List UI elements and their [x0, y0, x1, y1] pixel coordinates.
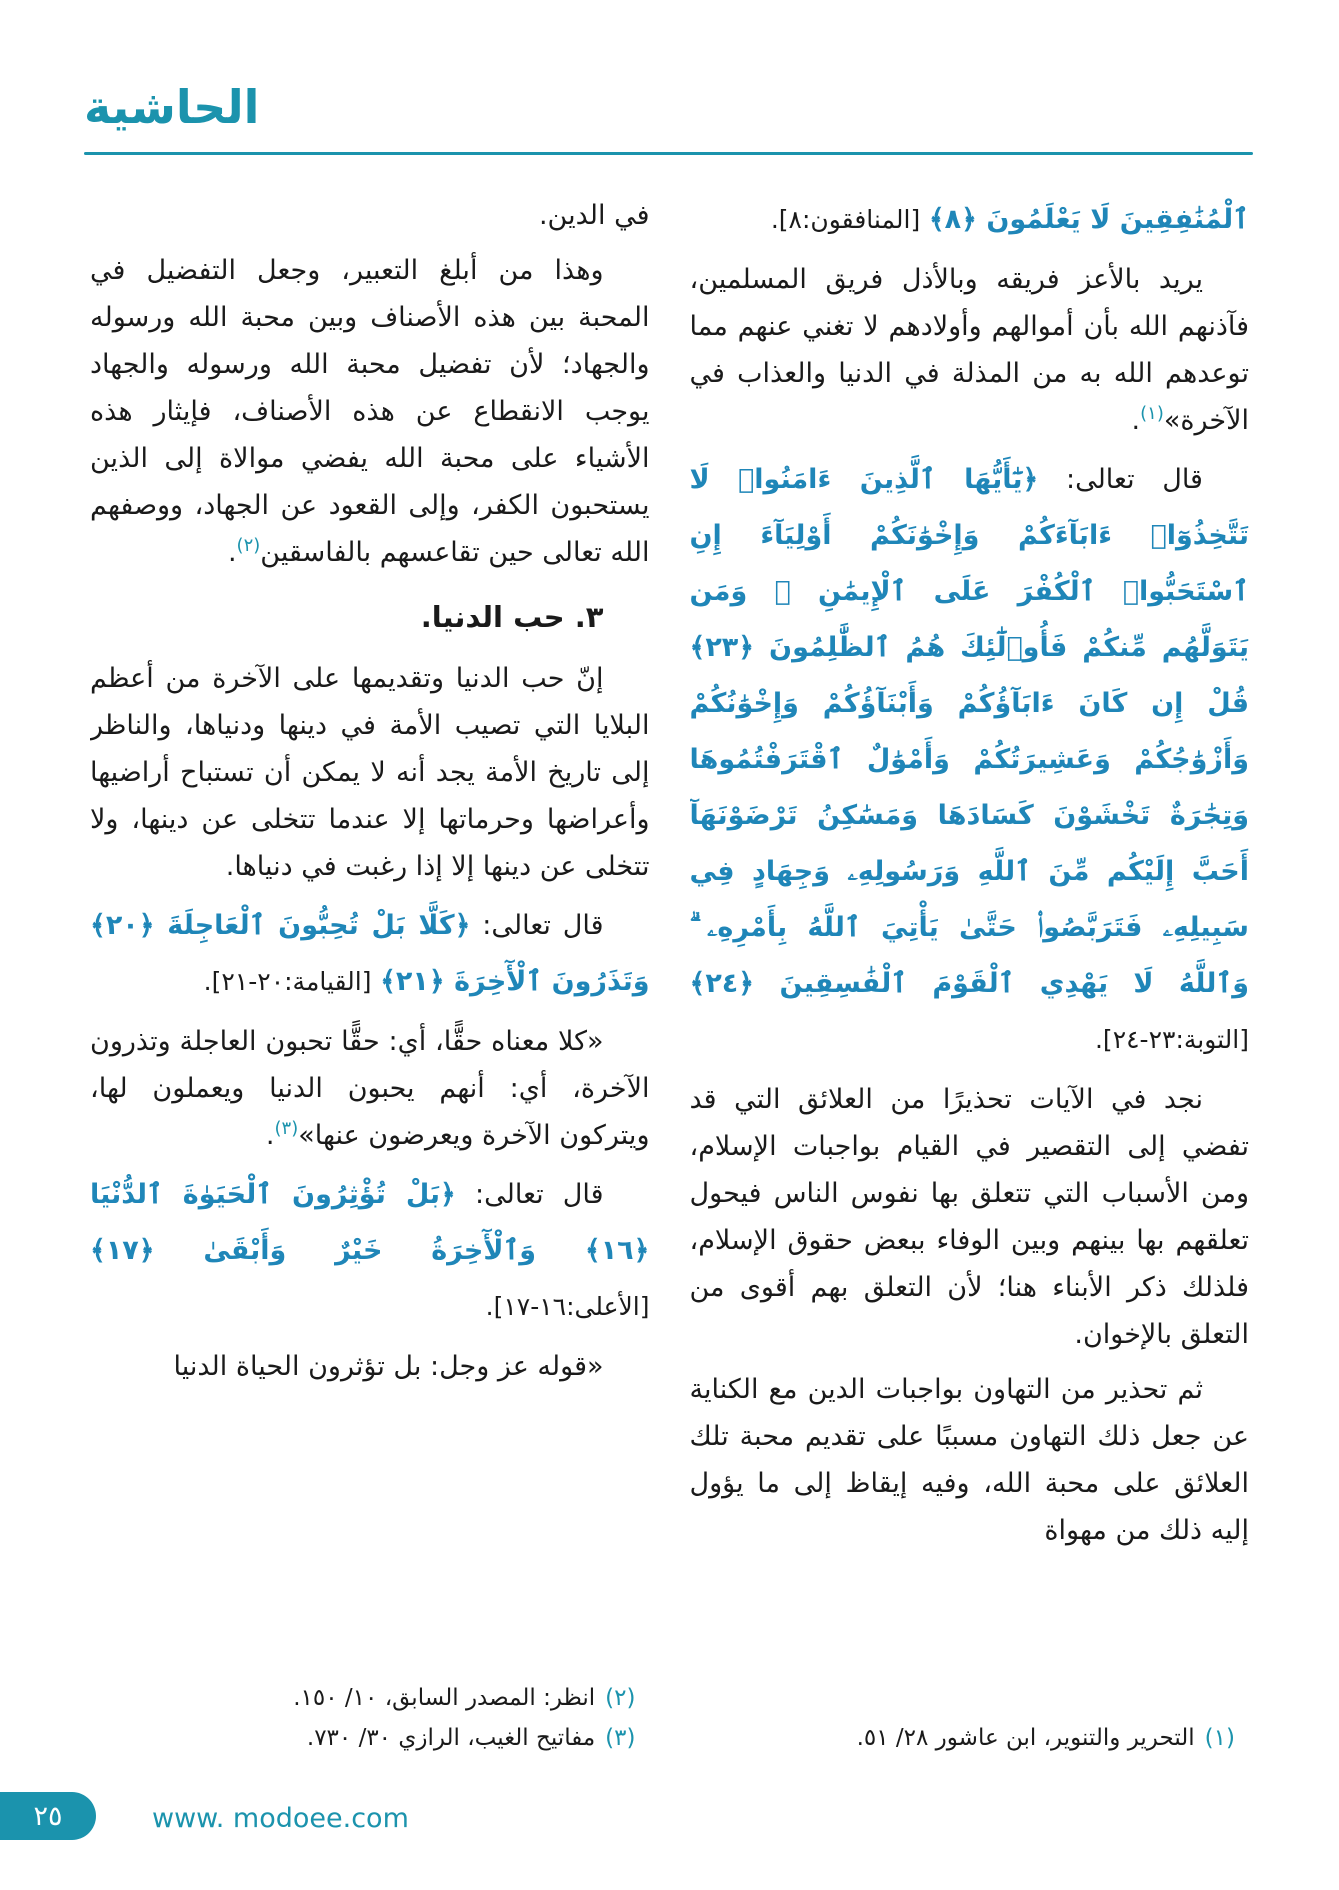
footnote-number: (٢)	[605, 1685, 636, 1711]
left-column	[90, 188, 650, 1758]
quran-verse: ﴿يَٰٓأَيُّهَا ٱلَّذِينَ ءَامَنُوا۟ لَا تَتَّخِذُوٓا۟ ءَابَآءَكُمْ وَإِخْوَٰنَكُمْ أَوْلِيَآءَ إِنِ ٱسْتَحَبُّوا۟ ٱلْكُفْرَ عَلَى ٱلْإِيمَٰنِ ۚ وَمَن يَتَوَلَّهُم مِّنكُمْ فَأُو۟لَٰٓئِكَ هُمُ ٱلظَّٰلِمُونَ ﴿٢٣﴾ قُلْ إِن كَانَ ءَابَآؤُكُمْ وَأَبْنَآؤُكُمْ وَإِخْوَٰنُكُمْ وَأَزْوَٰجُكُمْ وَعَشِيرَتُكُمْ وَأَمْوَٰلٌ ٱقْتَرَفْتُمُوهَا وَتِجَٰرَةٌ تَخْشَوْنَ كَسَادَهَا وَمَسَٰكِنُ تَرْضَوْنَهَآ أَحَبَّ إِلَيْكُم مِّنَ ٱللَّهِ وَرَسُولِهِۦ وَجِهَادٍ فِي سَبِيلِهِۦ فَتَرَبَّصُوا۟ حَتَّىٰ يَأْتِيَ ٱللَّهُ بِأَمْرِهِۦ ۗ وَٱللَّهُ لَا يَهْدِي ٱلْقَوْمَ ٱلْفَٰسِقِينَ ﴿٢٤﴾	[689, 464, 1249, 999]
paragraph-text: وهذا من أبلغ التعبير، وجعل التفضيل في المحبة بين هذه الأصناف وبين محبة الله ورسوله والجهاد؛ لأن تفضيل محبة الله ورسوله والجهاد يوجب الانقطاع عن هذه الأصناف، فإيثار هذه الأشياء على محبة الله يفضي موالاة إلى الذين يستحبون الكفر، وإلى القعود عن الجهاد، ووصفهم الله تعالى حين تقاعسهم بالفاسقين	[90, 255, 650, 568]
verse-reference: [الأعلى:١٦-١٧].	[485, 1292, 650, 1321]
period: .	[227, 537, 237, 568]
page-number-badge	[0, 1792, 96, 1840]
header-divider	[84, 152, 1253, 155]
footnote-marker: (١)	[1140, 403, 1164, 424]
footnote-text: انظر: المصدر السابق، ١٠/ ١٥٠.	[293, 1685, 596, 1711]
paragraph: إنّ حب الدنيا وتقديمها على الآخرة من أعظم البلايا التي تصيب الأمة في دينها ودنياها، والناظر إلى تاريخ الأمة يجد أنه لا يمكن أن تستباح أراضيها وأعراضها وحرماتها إلا عندما تتخلى عن دينها، ولا تتخلى عن دينها إلا إذا رغبت في دنياها.	[90, 663, 650, 882]
quran-verse-paragraph	[690, 192, 1250, 248]
website-url[interactable]: www. modoee.com	[152, 1803, 409, 1834]
footnote-number: (١)	[1204, 1725, 1235, 1751]
quran-verse: ﴿كَلَّا بَلْ تُحِبُّونَ ٱلْعَاجِلَةَ ﴿٢٠﴾ وَتَذَرُونَ ٱلْأٓخِرَةَ ﴿٢١﴾	[90, 910, 650, 997]
footnote-marker: (٢)	[236, 535, 261, 556]
footnote	[90, 1718, 650, 1758]
verse-reference: [القيامة:٢٠-٢١].	[203, 967, 372, 996]
footnotes-left	[90, 1668, 650, 1758]
footnote-number: (٣)	[605, 1725, 636, 1751]
paragraph: في الدين.	[538, 200, 650, 231]
period: .	[1131, 405, 1141, 436]
paragraph	[90, 1018, 650, 1159]
quran-verse-paragraph	[90, 898, 650, 1010]
paragraph-text: يريد بالأعز فريقه وبالأذل فريق المسلمين، فآذنهم الله بأن أموالهم وأولادهم لا تغني عنهم مما توعدهم الله به من المذلة في الدنيا والعذاب في الآخرة»	[689, 264, 1249, 436]
quran-intro: قال تعالى:	[482, 910, 604, 941]
quran-intro: قال تعالى:	[1065, 464, 1203, 495]
footnote-text: مفاتيح الغيب، الرازي ٣٠/ ٧٣٠.	[306, 1725, 596, 1751]
paragraph	[90, 247, 650, 576]
quran-verse: ﴿بَلْ تُؤْثِرُونَ ٱلْحَيَوٰةَ ٱلدُّنْيَا ﴿١٦﴾ وَٱلْأٓخِرَةُ خَيْرٌ وَأَبْقَىٰ ﴿١٧﴾	[90, 1179, 650, 1266]
footnote	[90, 1678, 650, 1718]
verse-reference: [المنافقون:٨].	[770, 205, 921, 234]
verse-reference: [التوبة:٢٣-٢٤].	[1094, 1025, 1249, 1054]
text-columns	[90, 188, 1249, 1758]
quran-verse-paragraph	[90, 1167, 650, 1335]
book-logo: الحاشية	[84, 80, 260, 134]
footnotes-right	[690, 1708, 1250, 1758]
footnote-marker: (٣)	[274, 1118, 299, 1139]
period: .	[265, 1120, 275, 1151]
paragraph	[690, 256, 1250, 444]
quran-intro: قال تعالى:	[475, 1179, 604, 1210]
page-number: ٢٥	[33, 1800, 63, 1832]
paragraph: ثم تحذير من التهاون بواجبات الدين مع الكناية عن جعل ذلك التهاون مسببًا على تقديم محبة تلك العلائق على محبة الله، وفيه إيقاظ إلى ما يؤول إليه ذلك من مهواة	[689, 1374, 1249, 1546]
section-heading: ٣. حب الدنيا.	[420, 600, 604, 634]
paragraph: «قوله عز وجل: بل تؤثرون الحياة الدنيا	[173, 1351, 604, 1382]
quran-verse: ٱلْمُنَٰفِقِينَ لَا يَعْلَمُونَ ﴿٨﴾	[928, 204, 1249, 235]
quran-verse-paragraph	[690, 452, 1250, 1068]
footnote	[690, 1718, 1250, 1758]
paragraph: نجد في الآيات تحذيرًا من العلائق التي قد تفضي إلى التقصير في القيام بواجبات الإسلام، ومن الأسباب التي تتعلق بها نفوس الناس فيحول تعلقهم بها بينهم وبين الوفاء ببعض حقوق الإسلام، فلذلك ذكر الأبناء هنا؛ لأن التعلق بهم أقوى من التعلق بالإخوان.	[689, 1084, 1249, 1350]
right-column	[690, 188, 1250, 1758]
footnote-text: التحرير والتنوير، ابن عاشور ٢٨/ ٥١.	[856, 1725, 1195, 1751]
paragraph-text: «كلا معناه حقًّا، أي: حقًّا تحبون العاجلة وتذرون الآخرة، أي: أنهم يحبون الدنيا ويعملون لها، ويتركون الآخرة ويعرضون عنها»	[90, 1026, 650, 1151]
